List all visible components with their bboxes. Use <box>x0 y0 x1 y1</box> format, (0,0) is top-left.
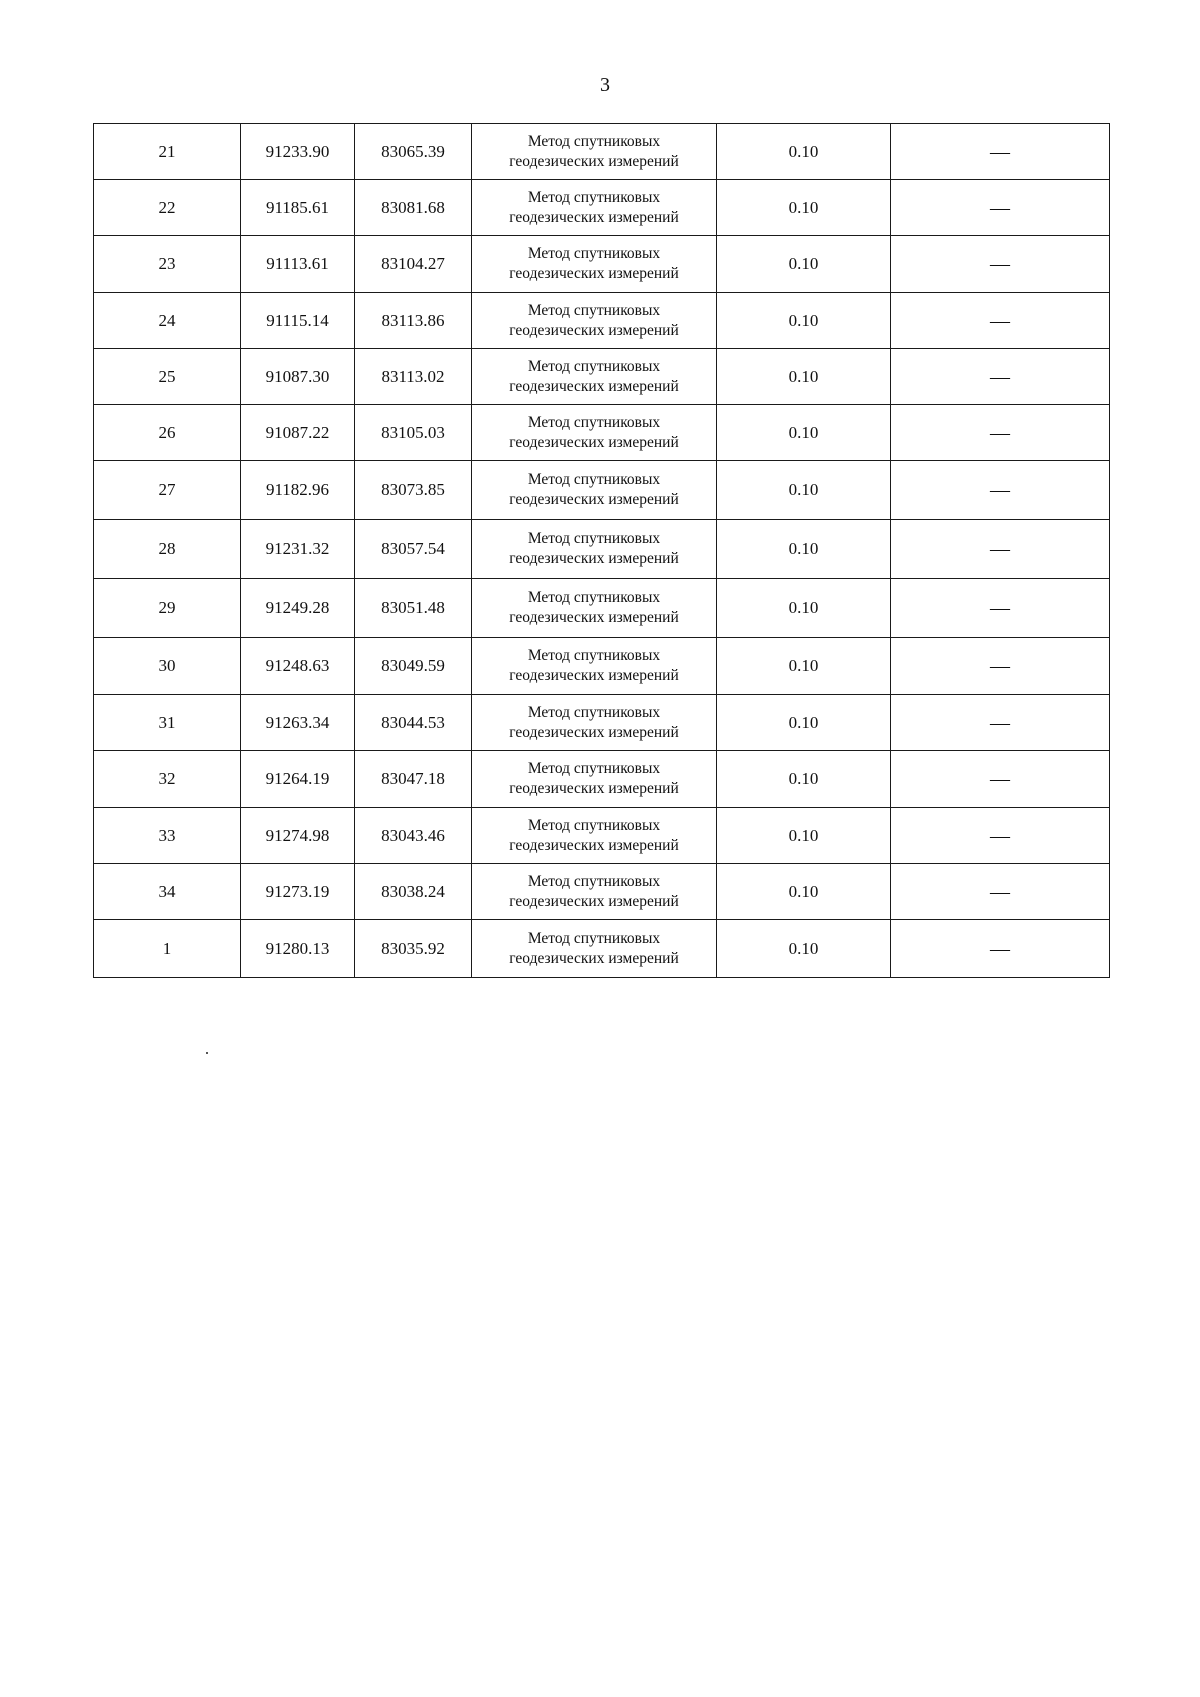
method-cell <box>472 808 717 864</box>
table-row <box>94 920 1110 978</box>
method-line-1: Метод спутниковых <box>527 589 661 606</box>
method-line-2: геодезических измерений <box>509 609 679 626</box>
point-number-cell: 21 <box>94 124 241 180</box>
description-cell: — <box>891 461 1110 520</box>
table-row <box>94 405 1110 461</box>
y-coordinate-cell: 83044.53 <box>355 695 472 751</box>
description-cell: — <box>891 751 1110 808</box>
description-cell: — <box>891 405 1110 461</box>
point-number-cell: 25 <box>94 349 241 405</box>
method-line-2: геодезических измерений <box>509 321 679 339</box>
method-line-2: геодезических измерений <box>509 667 679 684</box>
description-cell: — <box>891 520 1110 579</box>
method-line-1: Метод спутниковых <box>527 471 661 488</box>
point-number-cell: 28 <box>94 520 241 579</box>
description-cell: — <box>891 124 1110 180</box>
x-coordinate-cell: 91182.96 <box>241 461 355 520</box>
description-cell: — <box>891 638 1110 695</box>
x-coordinate-cell: 91273.19 <box>241 864 355 920</box>
method-cell <box>472 236 717 293</box>
table-row <box>94 579 1110 638</box>
table-row <box>94 124 1110 180</box>
x-coordinate-cell: 91248.63 <box>241 638 355 695</box>
method-line-2: геодезических измерений <box>509 550 679 567</box>
method-line-2: геодезических измерений <box>509 491 679 508</box>
accuracy-cell: 0.10 <box>717 751 891 808</box>
point-number-cell: 30 <box>94 638 241 695</box>
point-number-cell: 33 <box>94 808 241 864</box>
accuracy-cell: 0.10 <box>717 695 891 751</box>
description-cell: — <box>891 349 1110 405</box>
point-number-cell: 24 <box>94 293 241 349</box>
accuracy-cell: 0.10 <box>717 920 891 978</box>
description-cell: — <box>891 293 1110 349</box>
x-coordinate-cell: 91115.14 <box>241 293 355 349</box>
table-row <box>94 638 1110 695</box>
accuracy-cell: 0.10 <box>717 638 891 695</box>
point-number-cell: 1 <box>94 920 241 978</box>
table-row <box>94 180 1110 236</box>
description-cell: — <box>891 808 1110 864</box>
accuracy-cell: 0.10 <box>717 405 891 461</box>
y-coordinate-cell: 83081.68 <box>355 180 472 236</box>
method-line-2: геодезических измерений <box>509 723 679 741</box>
method-line-2: геодезических измерений <box>509 433 679 451</box>
y-coordinate-cell: 83047.18 <box>355 751 472 808</box>
x-coordinate-cell: 91264.19 <box>241 751 355 808</box>
stray-mark <box>206 1052 208 1054</box>
method-cell <box>472 293 717 349</box>
x-coordinate-cell: 91233.90 <box>241 124 355 180</box>
description-cell: — <box>891 180 1110 236</box>
table-row <box>94 461 1110 520</box>
point-number-cell: 26 <box>94 405 241 461</box>
method-line-1: Метод спутниковых <box>527 760 661 777</box>
accuracy-cell: 0.10 <box>717 579 891 638</box>
x-coordinate-cell: 91274.98 <box>241 808 355 864</box>
method-line-1: Метод спутниковых <box>527 245 661 262</box>
x-coordinate-cell: 91263.34 <box>241 695 355 751</box>
x-coordinate-cell: 91087.30 <box>241 349 355 405</box>
y-coordinate-cell: 83043.46 <box>355 808 472 864</box>
point-number-cell: 31 <box>94 695 241 751</box>
x-coordinate-cell: 91249.28 <box>241 579 355 638</box>
point-number-cell: 32 <box>94 751 241 808</box>
method-line-1: Метод спутниковых <box>527 188 661 206</box>
x-coordinate-cell: 91087.22 <box>241 405 355 461</box>
table-body <box>94 124 1110 978</box>
accuracy-cell: 0.10 <box>717 461 891 520</box>
y-coordinate-cell: 83104.27 <box>355 236 472 293</box>
method-line-1: Метод спутниковых <box>527 872 661 890</box>
table-row <box>94 695 1110 751</box>
description-cell: — <box>891 236 1110 293</box>
y-coordinate-cell: 83073.85 <box>355 461 472 520</box>
method-line-2: геодезических измерений <box>509 949 679 967</box>
table-row <box>94 236 1110 293</box>
method-line-2: геодезических измерений <box>509 377 679 395</box>
method-line-2: геодезических измерений <box>509 152 679 170</box>
point-number-cell: 23 <box>94 236 241 293</box>
x-coordinate-cell: 91231.32 <box>241 520 355 579</box>
x-coordinate-cell: 91113.61 <box>241 236 355 293</box>
description-cell: — <box>891 579 1110 638</box>
table-row <box>94 864 1110 920</box>
accuracy-cell: 0.10 <box>717 864 891 920</box>
method-cell <box>472 638 717 695</box>
method-cell <box>472 461 717 520</box>
point-number-cell: 29 <box>94 579 241 638</box>
y-coordinate-cell: 83057.54 <box>355 520 472 579</box>
y-coordinate-cell: 83105.03 <box>355 405 472 461</box>
accuracy-cell: 0.10 <box>717 520 891 579</box>
method-line-2: геодезических измерений <box>509 892 679 910</box>
method-cell <box>472 751 717 808</box>
table-row <box>94 293 1110 349</box>
accuracy-cell: 0.10 <box>717 808 891 864</box>
y-coordinate-cell: 83065.39 <box>355 124 472 180</box>
accuracy-cell: 0.10 <box>717 180 891 236</box>
y-coordinate-cell: 83051.48 <box>355 579 472 638</box>
method-line-1: Метод спутниковых <box>527 132 661 150</box>
method-line-1: Метод спутниковых <box>527 413 661 431</box>
accuracy-cell: 0.10 <box>717 124 891 180</box>
method-cell <box>472 405 717 461</box>
table-row <box>94 349 1110 405</box>
method-line-1: Метод спутниковых <box>527 816 661 834</box>
y-coordinate-cell: 83113.86 <box>355 293 472 349</box>
method-line-1: Метод спутниковых <box>527 357 661 375</box>
point-number-cell: 27 <box>94 461 241 520</box>
method-cell <box>472 695 717 751</box>
y-coordinate-cell: 83113.02 <box>355 349 472 405</box>
y-coordinate-cell: 83038.24 <box>355 864 472 920</box>
point-number-cell: 22 <box>94 180 241 236</box>
method-line-2: геодезических измерений <box>509 780 679 797</box>
method-line-2: геодезических измерений <box>509 208 679 226</box>
description-cell: — <box>891 864 1110 920</box>
method-cell <box>472 920 717 978</box>
page-number: 3 <box>600 74 610 96</box>
y-coordinate-cell: 83049.59 <box>355 638 472 695</box>
method-cell <box>472 124 717 180</box>
method-cell <box>472 579 717 638</box>
method-line-1: Метод спутниковых <box>527 929 661 947</box>
description-cell: — <box>891 920 1110 978</box>
method-cell <box>472 180 717 236</box>
method-line-1: Метод спутниковых <box>527 647 661 664</box>
table-row <box>94 808 1110 864</box>
method-cell <box>472 520 717 579</box>
method-line-1: Метод спутниковых <box>527 703 661 721</box>
table-row <box>94 751 1110 808</box>
table-row <box>94 520 1110 579</box>
method-line-2: геодезических измерений <box>509 836 679 854</box>
y-coordinate-cell: 83035.92 <box>355 920 472 978</box>
coordinates-table <box>93 123 1110 978</box>
x-coordinate-cell: 91280.13 <box>241 920 355 978</box>
method-line-1: Метод спутниковых <box>527 301 661 319</box>
description-cell: — <box>891 695 1110 751</box>
accuracy-cell: 0.10 <box>717 293 891 349</box>
accuracy-cell: 0.10 <box>717 349 891 405</box>
accuracy-cell: 0.10 <box>717 236 891 293</box>
method-line-1: Метод спутниковых <box>527 530 661 547</box>
method-cell <box>472 349 717 405</box>
method-cell <box>472 864 717 920</box>
x-coordinate-cell: 91185.61 <box>241 180 355 236</box>
method-line-2: геодезических измерений <box>509 265 679 282</box>
point-number-cell: 34 <box>94 864 241 920</box>
